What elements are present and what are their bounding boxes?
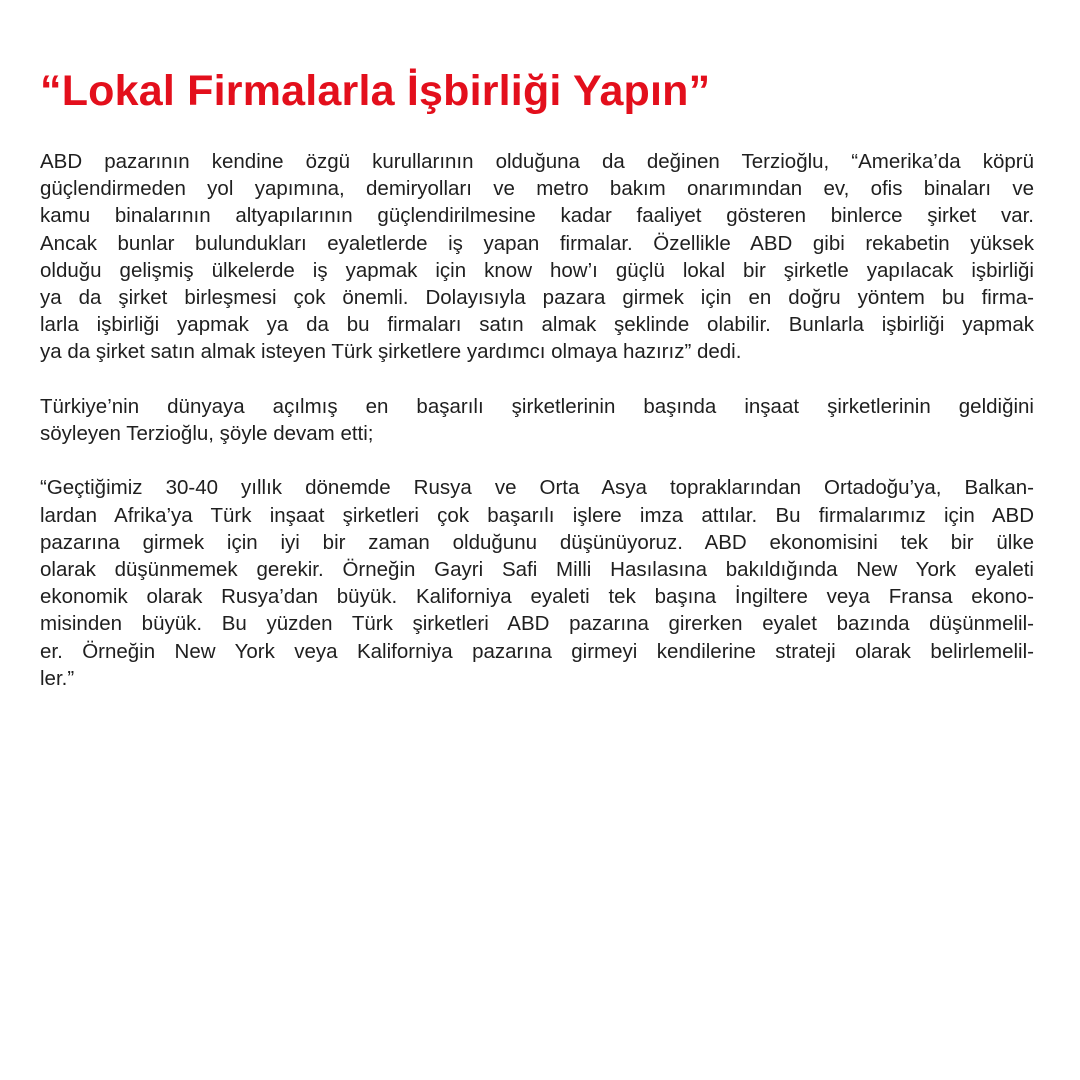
article-body [40,148,1034,692]
text-line: er. Örneğin New York veya Kaliforniya pazarına girmeyi kendilerine strateji olarak belirlemelil- [40,639,1034,663]
text-line: güçlendirmeden yol yapımına, demiryolları ve metro bakım onarımından ev, ofis binaları ve [40,177,1034,201]
text-line: olduğu gelişmiş ülkelerde iş yapmak için know how’ı güçlü lokal bir şirketle yapılacak işbirliği [40,258,1034,282]
text-line: ekonomik olarak Rusya’dan büyük. Kaliforniya eyaleti tek başına İngiltere veya Fransa ekono- [40,585,1034,609]
article-title: “Lokal Firmalarla İşbirliği Yapın” [40,67,711,115]
text-line: ya da şirket satın almak isteyen Türk şirketlere yardımcı olmaya hazırız” dedi. [40,340,742,364]
text-line: Türkiye’nin dünyaya açılmış en başarılı şirketlerinin başında inşaat şirketlerinin geldiğini [40,394,1034,418]
paragraph-3 [40,474,1034,692]
text-line: ya da şirket birleşmesi çok önemli. Dolayısıyla pazara girmek için en doğru yöntem bu firma- [40,286,1034,310]
text-line: ABD pazarının kendine özgü kurullarının olduğuna da değinen Terzioğlu, “Amerika’da köprü [40,150,1034,173]
text-line: misinden büyük. Bu yüzden Türk şirketleri ABD pazarına girerken eyalet bazında düşünmelil- [40,612,1034,636]
text-line: larla işbirliği yapmak ya da bu firmaları satın almak şeklinde olabilir. Bunlarla işbirliği yapmak [40,313,1034,337]
text-line: Ancak bunlar bulundukları eyaletlerde iş yapan firmalar. Özellikle ABD gibi rekabetin yüksek [40,231,1034,255]
text-line: olarak düşünmemek gerekir. Örneğin Gayri Safi Milli Hasılasına bakıldığında New York eyaleti [40,558,1034,582]
text-line: pazarına girmek için iyi bir zaman olduğunu düşünüyoruz. ABD ekonomisini tek bir ülke [40,530,1034,554]
paragraph-1 [40,148,1034,366]
text-line: ler.” [40,666,75,690]
text-line: söyleyen Terzioğlu, şöyle devam etti; [40,422,374,446]
text-line: “Geçtiğimiz 30-40 yıllık dönemde Rusya ve Orta Asya topraklarından Ortadoğu’ya, Balkan- [40,476,1034,500]
text-line: kamu binalarının altyapılarının güçlendirilmesine kadar faaliyet gösteren binlerce şirket var. [40,204,1034,228]
paragraph-2 [40,393,1034,447]
text-line: lardan Afrika’ya Türk inşaat şirketleri çok başarılı işlere imza attılar. Bu firmalarımız için ABD [40,503,1034,527]
